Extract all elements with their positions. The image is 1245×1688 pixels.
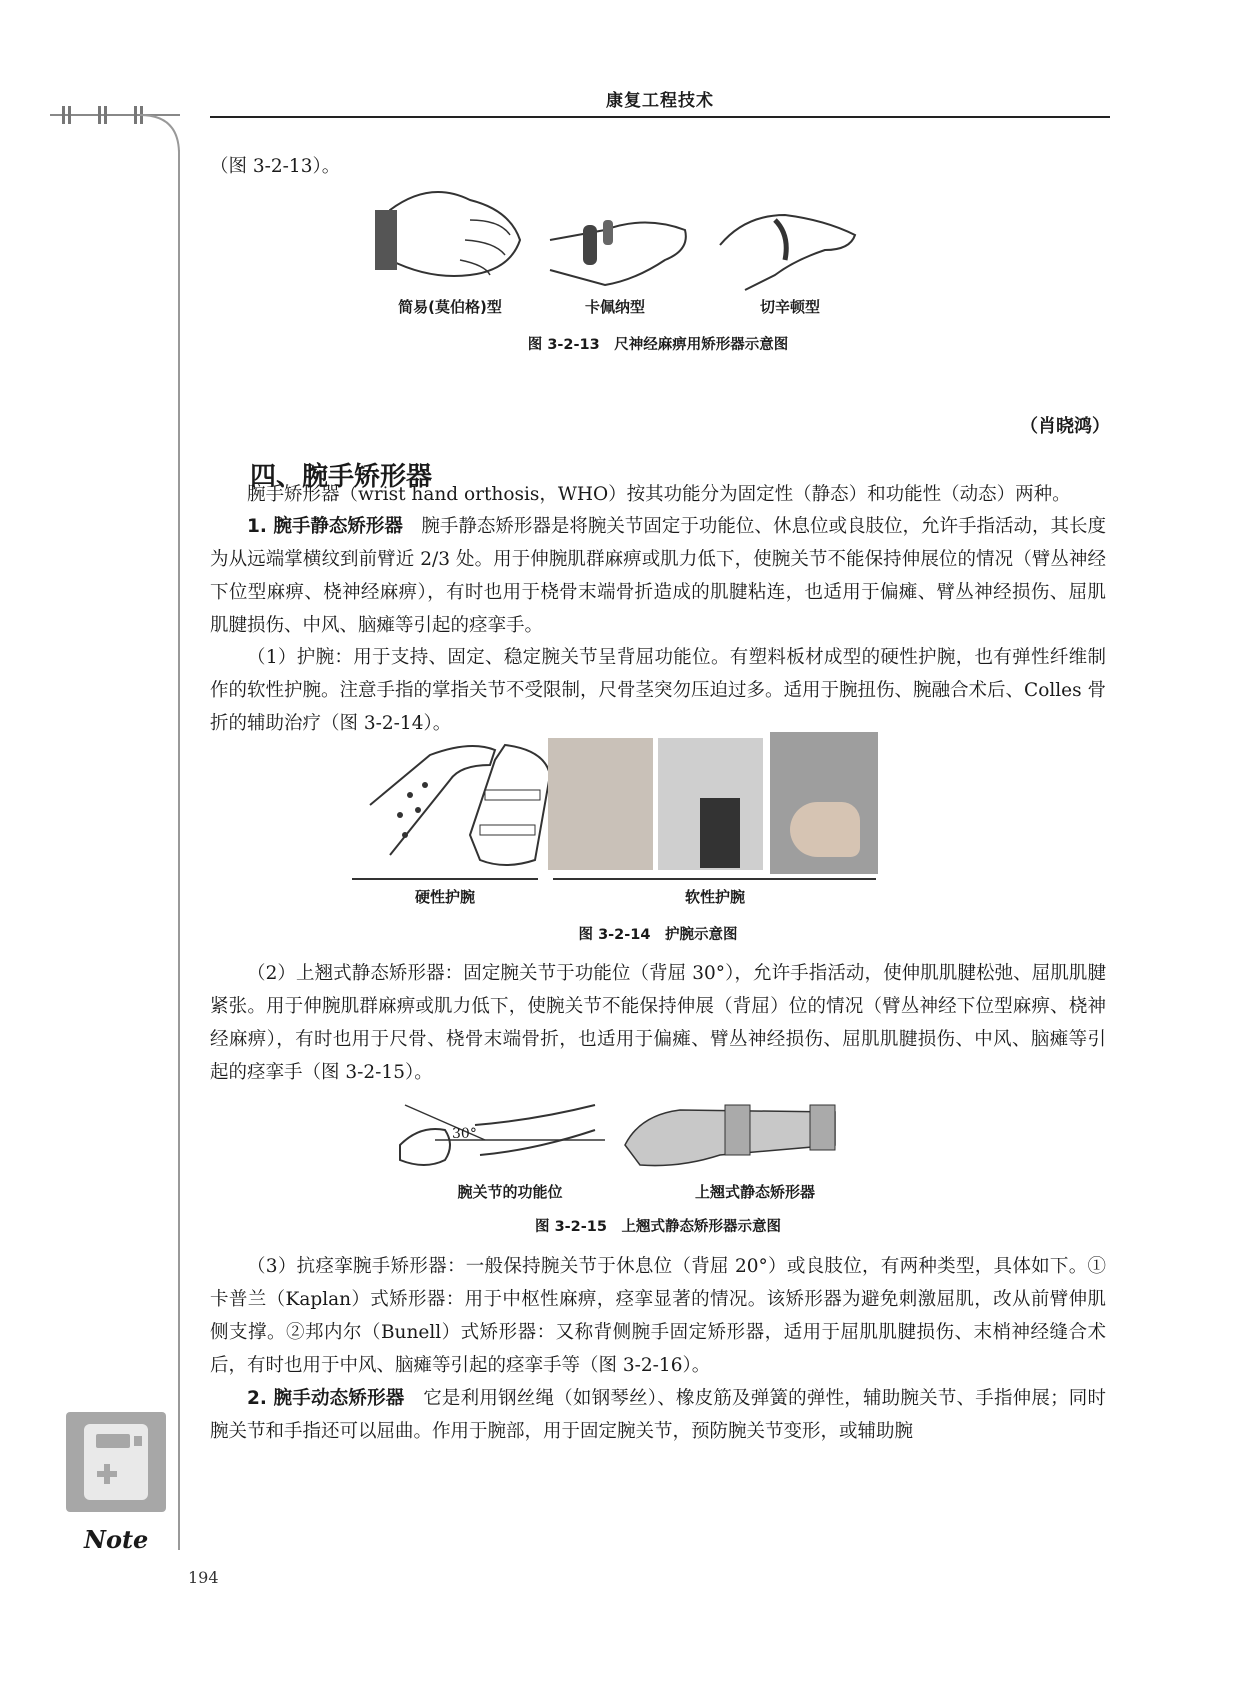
figure-14-black-wrap <box>700 798 740 868</box>
paragraph-1-text: 腕手静态矫形器是将腕关节固定于功能位、休息位或良肢位，允许手指活动，其长度为从远端掌横纹到前臂近 2/3 处。用于伸腕肌群麻痹或肌力低下，使腕关节不能保持伸展位的情况（臂丛神经下位型麻痹、桡神经麻痹），有时也用于桡骨末端骨折造成的肌腱粘连，也适用于偏瘫、臂丛神经损伤、屈肌肌腱损伤、中风、脑瘫等引起的痉挛手。 <box>210 516 1106 636</box>
note-badge <box>66 1412 166 1512</box>
header-rule <box>210 116 1110 118</box>
paragraph-intro: 腕手矫形器（wrist hand orthosis，WHO）按其功能分为固定性（静态）和功能性（动态）两种。 <box>247 484 1071 505</box>
figure-13-label-1: 简易(莫伯格)型 <box>398 298 502 316</box>
figure-13-caption: 图 3-2-13 尺神经麻痹用矫形器示意图 <box>527 337 789 353</box>
paragraph-2: （1）护腕：用于支持、固定、稳定腕关节呈背屈功能位。有塑料板材成型的硬性护腕，也有弹性纤维制作的软性护腕。注意手指的掌指关节不受限制，尺骨茎突勿压迫过多。适用于腕扭伤、腕融合术后、Colles 骨折的辅助治疗（图 3-2-14）。 <box>210 647 1106 734</box>
note-book-icon <box>66 1412 166 1512</box>
figure-13-image-3 <box>715 205 860 295</box>
paragraph-4: （3）抗痉挛腕手矫形器：一般保持腕关节于休息位（背屈 20°）或良肢位，有两种类型，具体如下。①卡普兰（Kaplan）式矫形器：用于中枢性麻痹，痉挛显著的情况。该矫形器为避免刺激屈肌，改从前臂伸肌侧支撑。②邦内尔（Bunell）式矫形器：又称背侧腕手固定矫形器，适用于屈肌肌腱损伤、末梢神经缝合术后，有时也用于中风、脑瘫等引起的痉挛手等（图 3-2-16）。 <box>210 1256 1106 1376</box>
paragraph-3: （2）上翘式静态矫形器：固定腕关节于功能位（背屈 30°），允许手指活动，使伸肌肌腱松弛、屈肌肌腱紧张。用于伸腕肌群麻痹或肌力低下，使腕关节不能保持伸展（背屈）位的情况（臂丛神经下位型麻痹、桡神经麻痹），有时也用于尺骨、桡骨末端骨折，也适用于偏瘫、臂丛神经损伤、屈肌肌腱损伤、中风、脑瘫等引起的痉挛手（图 3-2-15）。 <box>210 963 1106 1083</box>
figure-15-label-orthosis: 上翘式静态矫形器 <box>694 1183 815 1201</box>
figure-14-hand-shape <box>790 802 860 857</box>
figure-15-orthosis <box>620 1100 845 1170</box>
figure-14-soft-brace-photo-1 <box>548 738 653 870</box>
figure-14-rule-right <box>553 878 876 880</box>
figure-14-soft-brace-photo-3 <box>770 732 878 874</box>
figure-13-label-3: 切辛顿型 <box>759 298 820 316</box>
paragraph-5-lead: 2. 腕手动态矫形器 <box>247 1388 405 1409</box>
figure-14-caption: 图 3-2-14 护腕示意图 <box>578 927 738 943</box>
paragraph-1-lead: 1. 腕手静态矫形器 <box>247 516 403 537</box>
note-label: Note <box>84 1525 149 1554</box>
margin-line <box>178 150 180 1550</box>
author-credit: （肖晓鸿） <box>1020 416 1110 437</box>
figure-13-image-1 <box>370 180 535 295</box>
page-number: 194 <box>188 1568 219 1587</box>
figure-14-soft-brace-photo-2 <box>658 738 763 870</box>
figure-15-angle-label: 30° <box>452 1126 477 1142</box>
margin-curve <box>140 112 200 172</box>
figure-15-wrist-position <box>395 1100 610 1175</box>
paragraph-5 <box>210 1382 1106 1448</box>
paragraph-fragment: （图 3-2-13）。 <box>210 156 341 177</box>
figure-15-label-position: 腕关节的功能位 <box>457 1183 563 1201</box>
figure-14-rule-left <box>352 878 538 880</box>
figure-14-hard-brace-2 <box>465 740 560 870</box>
figure-15-caption: 图 3-2-15 上翘式静态矫形器示意图 <box>535 1219 781 1235</box>
paragraph-1 <box>210 510 1106 642</box>
running-head: 康复工程技术 <box>606 91 714 111</box>
figure-13-label-2: 卡佩纳型 <box>584 298 645 316</box>
figure-13-image-2 <box>545 210 695 295</box>
section-heading: 四、腕手矫形器 <box>250 462 433 492</box>
paragraph-5-text: 它是利用钢丝绳（如钢琴丝）、橡皮筋及弹簧的弹性，辅助腕关节、手指伸展；同时腕关节和手指还可以屈曲。作用于腕部，用于固定腕关节，预防腕关节变形，或辅助腕 <box>210 1388 1106 1442</box>
figure-14-label-hard: 硬性护腕 <box>414 888 475 906</box>
figure-14-label-soft: 软性护腕 <box>684 888 745 906</box>
